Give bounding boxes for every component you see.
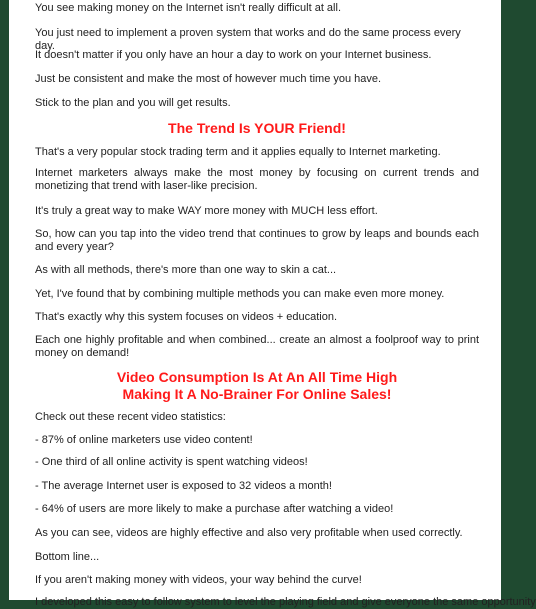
paragraph: As with all methods, there's more than one way to skin a cat... [35, 264, 337, 276]
paragraph: Internet marketers always make the most money by focusing on current trends and monetizing that trend with laser-like precision. [35, 167, 479, 192]
paragraph: If you aren't making money with videos, your way behind the curve! [35, 574, 362, 586]
paragraph: You just need to implement a proven system that works and do the same process every day. [35, 27, 461, 52]
paragraph: Bottom line... [35, 551, 100, 563]
paragraph: I developed this easy to follow system to level the playing field and give everyone the same opportunity [35, 596, 536, 608]
paragraph: That's a very popular stock trading term and it applies equally to Internet marketing. [35, 146, 441, 158]
paragraph: Check out these recent video statistics: [35, 411, 226, 423]
paragraph: Yet, I've found that by combining multiple methods you can make even more money. [35, 288, 445, 300]
stat-item: - 64% of users are more likely to make a purchase after watching a video! [35, 503, 394, 515]
paragraph: Just be consistent and make the most of however much time you have. [35, 73, 382, 85]
paragraph: Each one highly profitable and when combined... create an almost a foolproof way to print money on demand! [35, 334, 479, 359]
paragraph: It's truly a great way to make WAY more money with MUCH less effort. [35, 205, 378, 217]
section-heading: Video Consumption Is At An All Time High [116, 369, 398, 385]
paragraph: As you can see, videos are highly effective and also very profitable when used correctly. [35, 527, 463, 539]
section-heading: Making It A No-Brainer For Online Sales! [122, 386, 392, 402]
paragraph: That's exactly why this system focuses on videos + education. [35, 311, 337, 323]
stat-item: - 87% of online marketers use video content! [35, 434, 253, 446]
paragraph: It doesn't matter if you only have an hour a day to work on your Internet business. [35, 49, 432, 61]
paragraph: You see making money on the Internet isn't really difficult at all. [35, 2, 341, 14]
section-heading: The Trend Is YOUR Friend! [168, 120, 346, 136]
paragraph: Stick to the plan and you will get results. [35, 97, 231, 109]
stat-item: - The average Internet user is exposed to 32 videos a month! [35, 480, 332, 492]
stat-item: - One third of all online activity is spent watching videos! [35, 456, 308, 468]
paragraph: So, how can you tap into the video trend that continues to grow by leaps and bounds each and every year? [35, 228, 479, 253]
document-page [9, 0, 536, 608]
